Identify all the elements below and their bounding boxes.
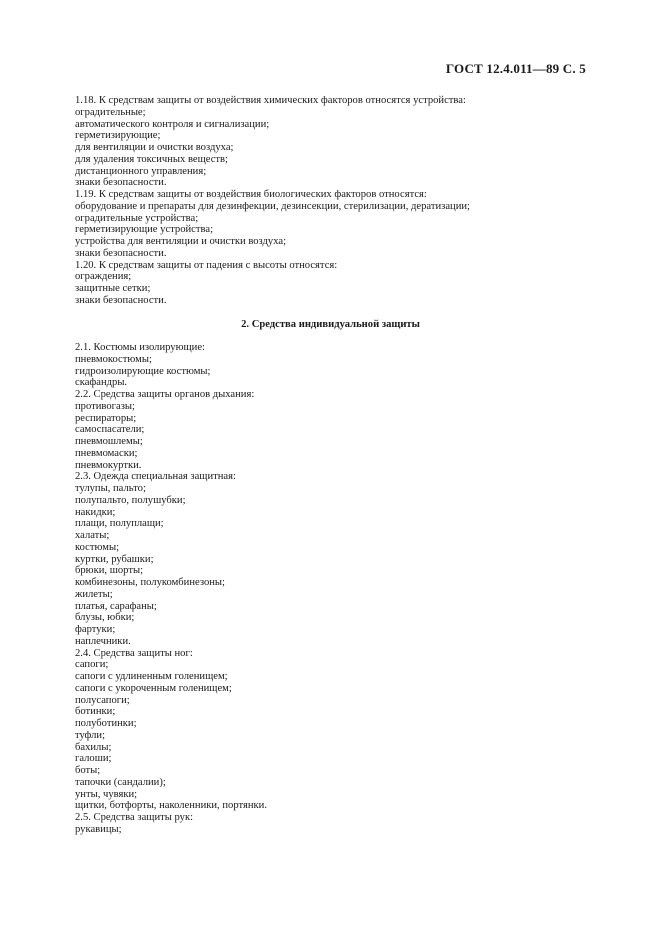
section-2-line: респираторы; (75, 412, 137, 424)
section-2-line: куртки, рубашки; (75, 553, 154, 565)
section-1-line: знаки безопасности. (75, 294, 167, 306)
section-1-line: 1.20. К средствам защиты от падения с высоты относятся: (75, 259, 338, 271)
section-2-line: бахилы; (75, 741, 112, 753)
section-2-line: сапоги; (75, 659, 109, 671)
section-2-line: щитки, ботфорты, наколенники, портянки. (75, 800, 267, 812)
section-2-line: 2.5. Средства защиты рук: (75, 812, 194, 823)
section-1-line: знаки безопасности. (75, 177, 167, 189)
section-1-line: 1.19. К средствам защиты от воздействия биологических факторов относятся: (75, 189, 427, 200)
section-2-line: комбинезоны, полукомбинезоны; (75, 577, 225, 588)
section-2-line: галоши; (75, 753, 112, 765)
section-2-line: самоспасатели; (75, 424, 145, 436)
section-2-line: 2.1. Костюмы изолирующие: (75, 342, 205, 353)
section-2-title: 2. Средства индивидуальной защиты (241, 319, 420, 330)
section-2-line: плащи, полуплащи; (75, 518, 164, 530)
section-1-line: оборудование и препараты для дезинфекции, дезинсекции, стерилизации, дератизации; (75, 200, 470, 212)
section-2-line: полусапоги; (75, 694, 130, 706)
section-1-line: устройства для вентиляции и очистки воздуха; (75, 236, 287, 247)
section-1-line: автоматического контроля и сигнализации; (75, 118, 270, 130)
section-1-line: ограждения; (75, 271, 132, 283)
section-2-line: брюки, шорты; (75, 565, 144, 577)
section-2-line: платья, сарафаны; (75, 600, 157, 612)
section-2-line: фартуки; (75, 624, 116, 635)
section-2-line: ботинки; (75, 706, 116, 718)
section-1-line: оградительные устройства; (75, 212, 199, 224)
section-2-line: наплечники. (75, 635, 131, 647)
section-2-line: 2.2. Средства защиты органов дыхания: (75, 389, 255, 400)
section-2-line: 2.3. Одежда специальная защитная: (75, 471, 236, 483)
section-1-line: оградительные; (75, 106, 146, 118)
section-2-line: полуботинки; (75, 718, 137, 729)
section-2-line: унты, чувяки; (75, 788, 138, 800)
section-2-line: 2.4. Средства защиты ног: (75, 647, 193, 659)
section-1-line: знаки безопасности. (75, 247, 167, 259)
section-2-line: пневмомаски; (75, 447, 138, 459)
section-1-line: для удаления токсичных веществ; (75, 153, 229, 165)
section-2-line: пневмошлемы; (75, 436, 143, 447)
section-1-line: герметизирующие; (75, 130, 161, 142)
section-1-line: 1.18. К средствам защиты от воздействия химических факторов относятся устройства: (75, 95, 466, 106)
section-2-line: пневмокостюмы; (75, 353, 152, 365)
section-2-line: скафандры. (75, 377, 128, 389)
section-2-line: халаты; (75, 530, 110, 541)
section-1-line: дистанционного управления; (75, 165, 207, 177)
section-2-line: рукавицы; (75, 823, 122, 835)
section-2-line: блузы, юбки; (75, 612, 135, 624)
section-2-line: сапоги с удлиненным голенищем; (75, 671, 228, 682)
section-1-line: защитные сетки; (75, 283, 151, 294)
section-2-line: жилеты; (75, 588, 113, 600)
section-2-line: пневмокуртки. (75, 459, 142, 471)
section-2-line: гидроизолирующие костюмы; (75, 365, 211, 377)
section-2-line: накидки; (75, 506, 116, 518)
section-1-text (75, 95, 595, 307)
section-1-line: герметизирующие устройства; (75, 224, 214, 236)
page-header: ГОСТ 12.4.011—89 С. 5 (445, 61, 586, 76)
section-2-line: тулупы, пальто; (75, 483, 146, 494)
section-2-line: полупальто, полушубки; (75, 494, 186, 506)
section-2-text (75, 342, 595, 836)
section-2-line: противогазы; (75, 400, 135, 412)
section-2-line: боты; (75, 765, 101, 776)
section-1-line: для вентиляции и очистки воздуха; (75, 142, 234, 153)
section-2-line: туфли; (75, 729, 106, 741)
section-2-line: тапочки (сандалии); (75, 776, 166, 788)
section-2-line: сапоги с укороченным голенищем; (75, 682, 232, 694)
section-2-line: костюмы; (75, 541, 120, 553)
